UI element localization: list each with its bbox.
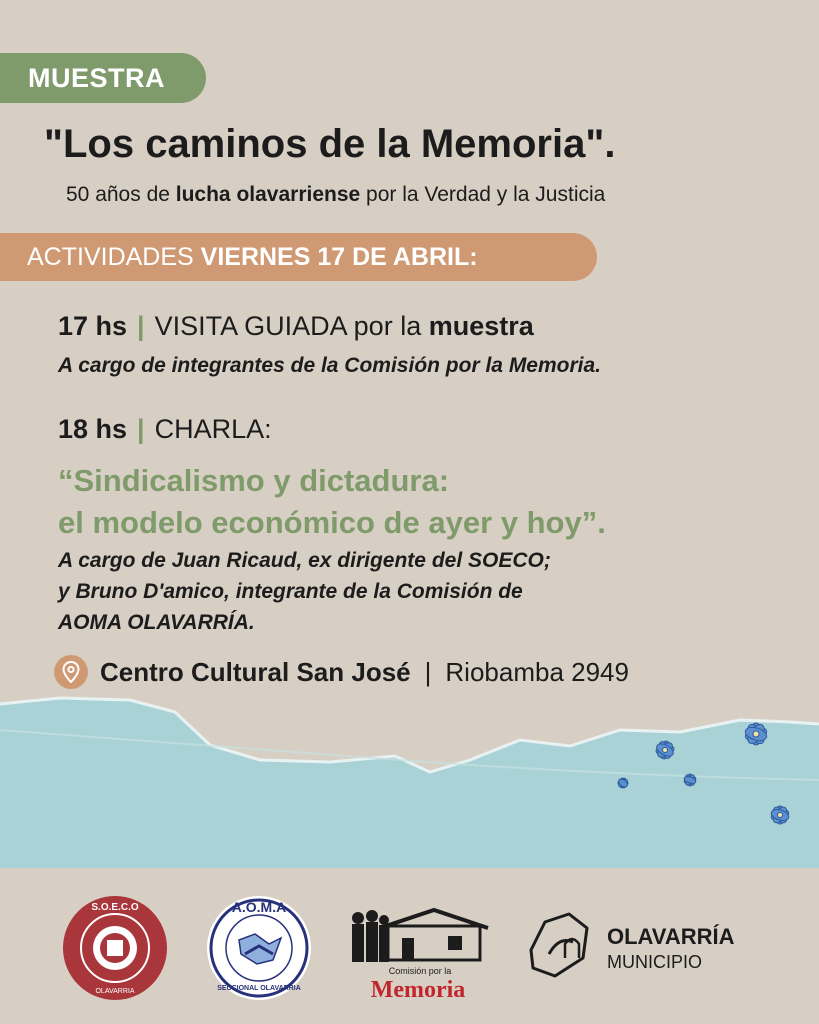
event-talk: 18 hs | CHARLA: <box>58 414 272 444</box>
subtitle: 50 años de lucha olavarriense por la Verdad y la Justicia <box>66 183 606 206</box>
page-title: "Los caminos de la Memoria". <box>44 122 616 166</box>
aoma-logo <box>207 896 311 1000</box>
aoma-bottom-text: SECCIONAL OLAVARRIA <box>217 985 301 992</box>
aoma-top-text: A.O.M.A <box>231 899 287 915</box>
event-guided-visit-detail: A cargo de integrantes de la Comisión por la Memoria. <box>58 354 602 377</box>
memoria-logo <box>352 910 488 1003</box>
venue-name: Centro Cultural San José <box>100 656 411 687</box>
event-guided-visit: 17 hs | VISITA GUIADA por la muestra <box>58 311 534 341</box>
event-hour: 18 hs <box>58 414 128 444</box>
separator: | <box>137 311 145 341</box>
soeco-top-text: S.O.E.C.O <box>91 902 139 913</box>
memoria-big-text: Memoria <box>370 977 466 1003</box>
sponsor-logos <box>0 868 819 1024</box>
talk-speakers: A cargo de Juan Ricaud, ex dirigente del SOECO; y Bruno D'amico, integrante de la Comisión de AOMA OLAVARRÍA. <box>58 549 551 634</box>
location-pin-icon <box>54 655 88 689</box>
separator: | <box>137 414 145 444</box>
water-band-decoration <box>0 690 819 868</box>
soeco-bottom-text: OLAVARRIA <box>95 988 135 995</box>
soeco-logo <box>63 896 167 1000</box>
activities-header: ACTIVIDADES VIERNES 17 DE ABRIL: <box>0 233 597 281</box>
venue-address: Riobamba 2949 <box>445 656 629 687</box>
talk-title: “Sindicalismo y dictadura: el modelo económico de ayer y hoy”. <box>58 463 606 540</box>
muestra-tag: MUESTRA <box>0 53 206 103</box>
municipio-name: OLAVARRÍA <box>607 924 735 949</box>
olavarria-municipio-logo <box>531 914 735 976</box>
separator: | <box>424 656 432 687</box>
location <box>54 652 629 692</box>
municipio-sub: MUNICIPIO <box>607 952 703 972</box>
memoria-small-text: Comisión por la <box>388 966 452 976</box>
event-hour: 17 hs <box>58 311 128 341</box>
